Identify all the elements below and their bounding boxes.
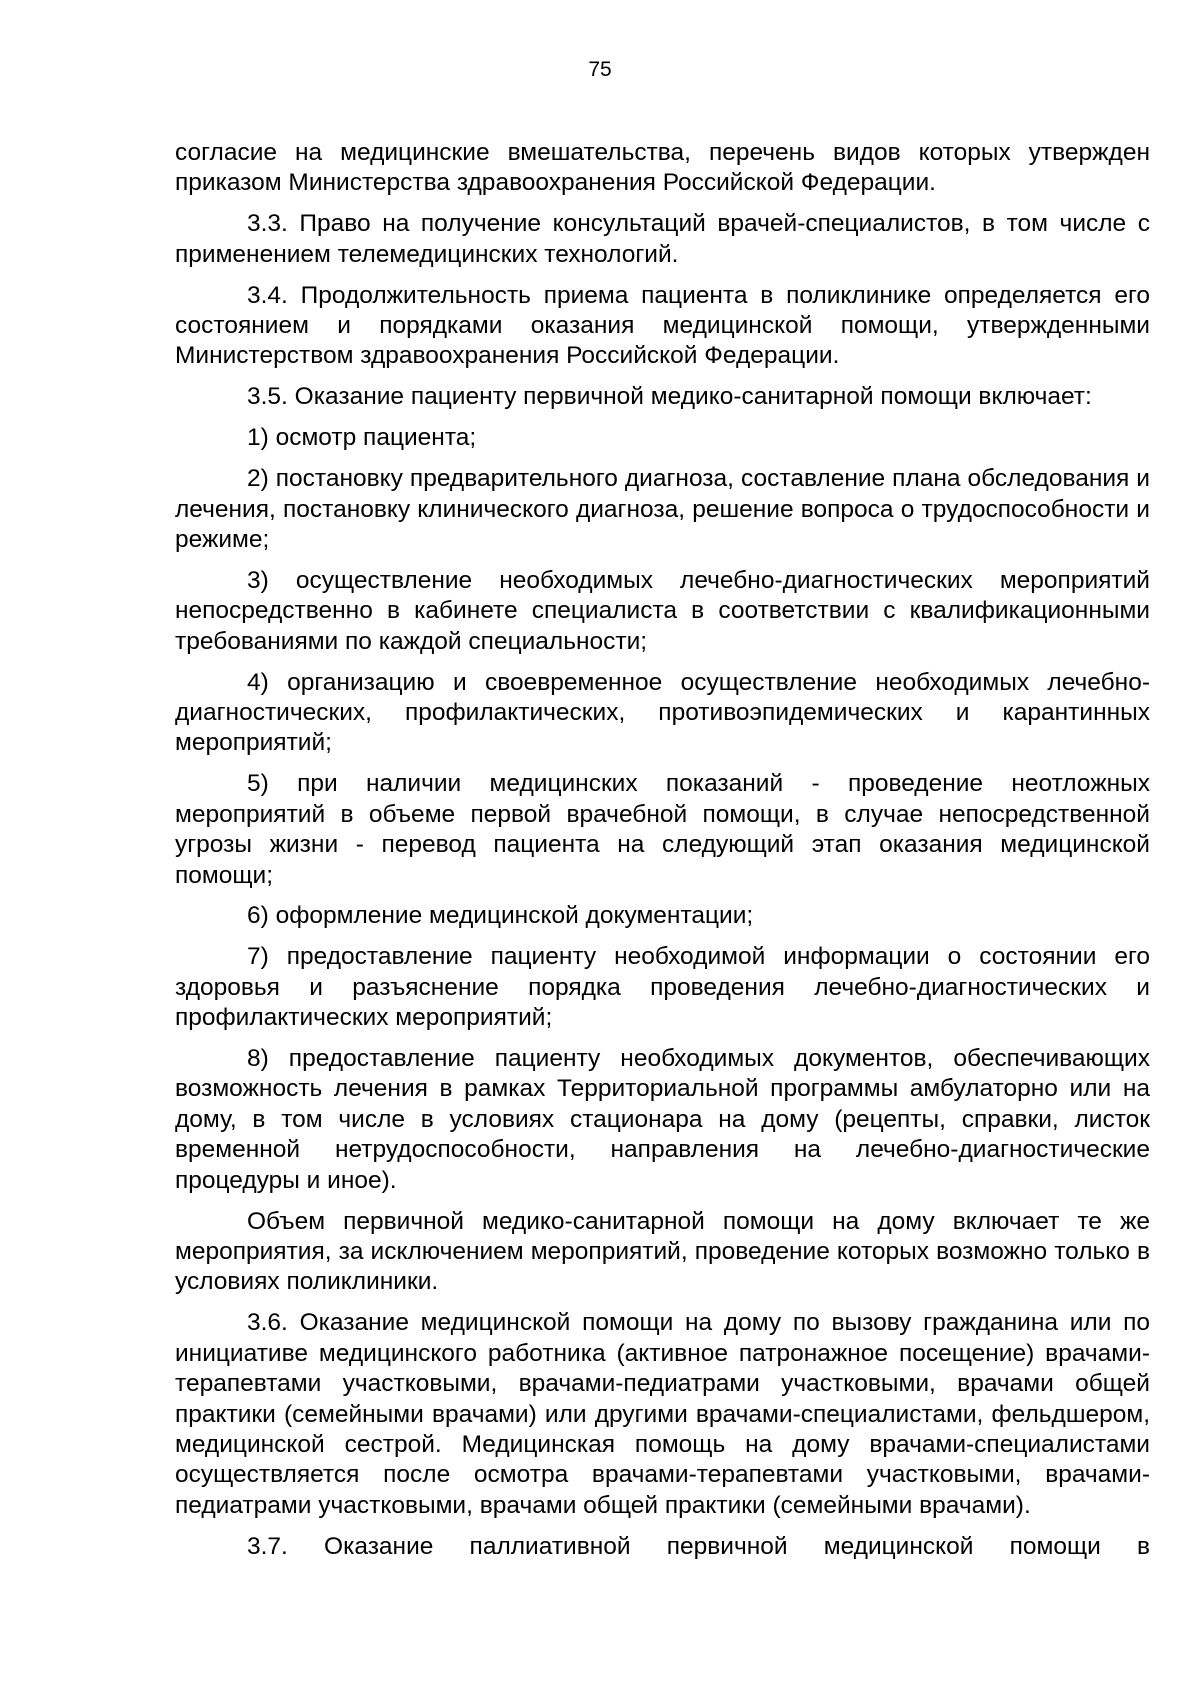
document-body xyxy=(175,138,1150,1562)
list-item-4: 4) организацию и своевременное осуществление необходимых лечебно-диагностических, профилактических, противоэпидемических и карантинных мероприятий; xyxy=(175,668,1150,757)
list-item-8: 8) предоставление пациенту необходимых документов, обеспечивающих возможность лечения в рамках Территориальной программы амбулаторно или на дому, в том числе в условиях стационара на дому (рецепты, справки, листок временной нетрудоспособности, направления на лечебно-диагностические процедуры и иное). xyxy=(175,1045,1150,1194)
paragraph-3-4: 3.4. Продолжительность приема пациента в поликлинике определяется его состоянием и порядками оказания медицинской помощи, утвержденными Министерством здравоохранения Российской Федерации. xyxy=(175,281,1150,370)
list-item-7: 7) предоставление пациенту необходимой информации о состоянии его здоровья и разъяснение порядка проведения лечебно-диагностических и профилактических мероприятий; xyxy=(175,943,1150,1032)
list-item-6: 6) оформление медицинской документации; xyxy=(247,902,754,930)
page-number: 75 xyxy=(588,58,612,81)
list-item-1: 1) осмотр пациента; xyxy=(247,424,477,452)
paragraph-3-3: 3.3. Право на получение консультаций врачей-специалистов, в том числе с применением телемедицинских технологий. xyxy=(175,210,1150,268)
paragraph-home-care-scope: Объем первичной медико-санитарной помощи на дому включает те же мероприятия, за исключением мероприятий, проведение которых возможно только в условиях поликлиники. xyxy=(175,1207,1150,1296)
paragraph-continuation: согласие на медицинские вмешательства, перечень видов которых утвержден приказом Министерства здравоохранения Российской Федерации. xyxy=(175,139,1150,197)
paragraph-3-6: 3.6. Оказание медицинской помощи на дому по вызову гражданина или по инициативе медицинского работника (активное патронажное посещение) врачами-терапевтами участковыми, врачами-педиатрами участковыми, врачами общей практики (семейными врачами) или другими врачами-специалистами, фельдшером, медицинской сестрой. Медицинская помощь на дому врачами-специалистами осуществляется после осмотра врачами-терапевтами участковыми, врачами-педиатрами участковыми, врачами общей практики (семейными врачами). xyxy=(175,1309,1150,1519)
paragraph-3-7: 3.7. Оказание паллиативной первичной медицинской помощи в xyxy=(247,1532,1150,1560)
list-item-5: 5) при наличии медицинских показаний - проведение неотложных мероприятий в объеме первой врачебной помощи, в случае непосредственной угрозы жизни - перевод пациента на следующий этап оказания медицинской помощи; xyxy=(175,770,1150,889)
list-item-3: 3) осуществление необходимых лечебно-диагностических мероприятий непосредственно в кабинете специалиста в соответствии с квалификационными требованиями по каждой специальности; xyxy=(175,566,1150,655)
list-item-2: 2) постановку предварительного диагноза, составление плана обследования и лечения, постановку клинического диагноза, решение вопроса о трудоспособности и режиме; xyxy=(175,465,1150,553)
paragraph-3-5: 3.5. Оказание пациенту первичной медико-санитарной помощи включает: xyxy=(247,383,1092,411)
